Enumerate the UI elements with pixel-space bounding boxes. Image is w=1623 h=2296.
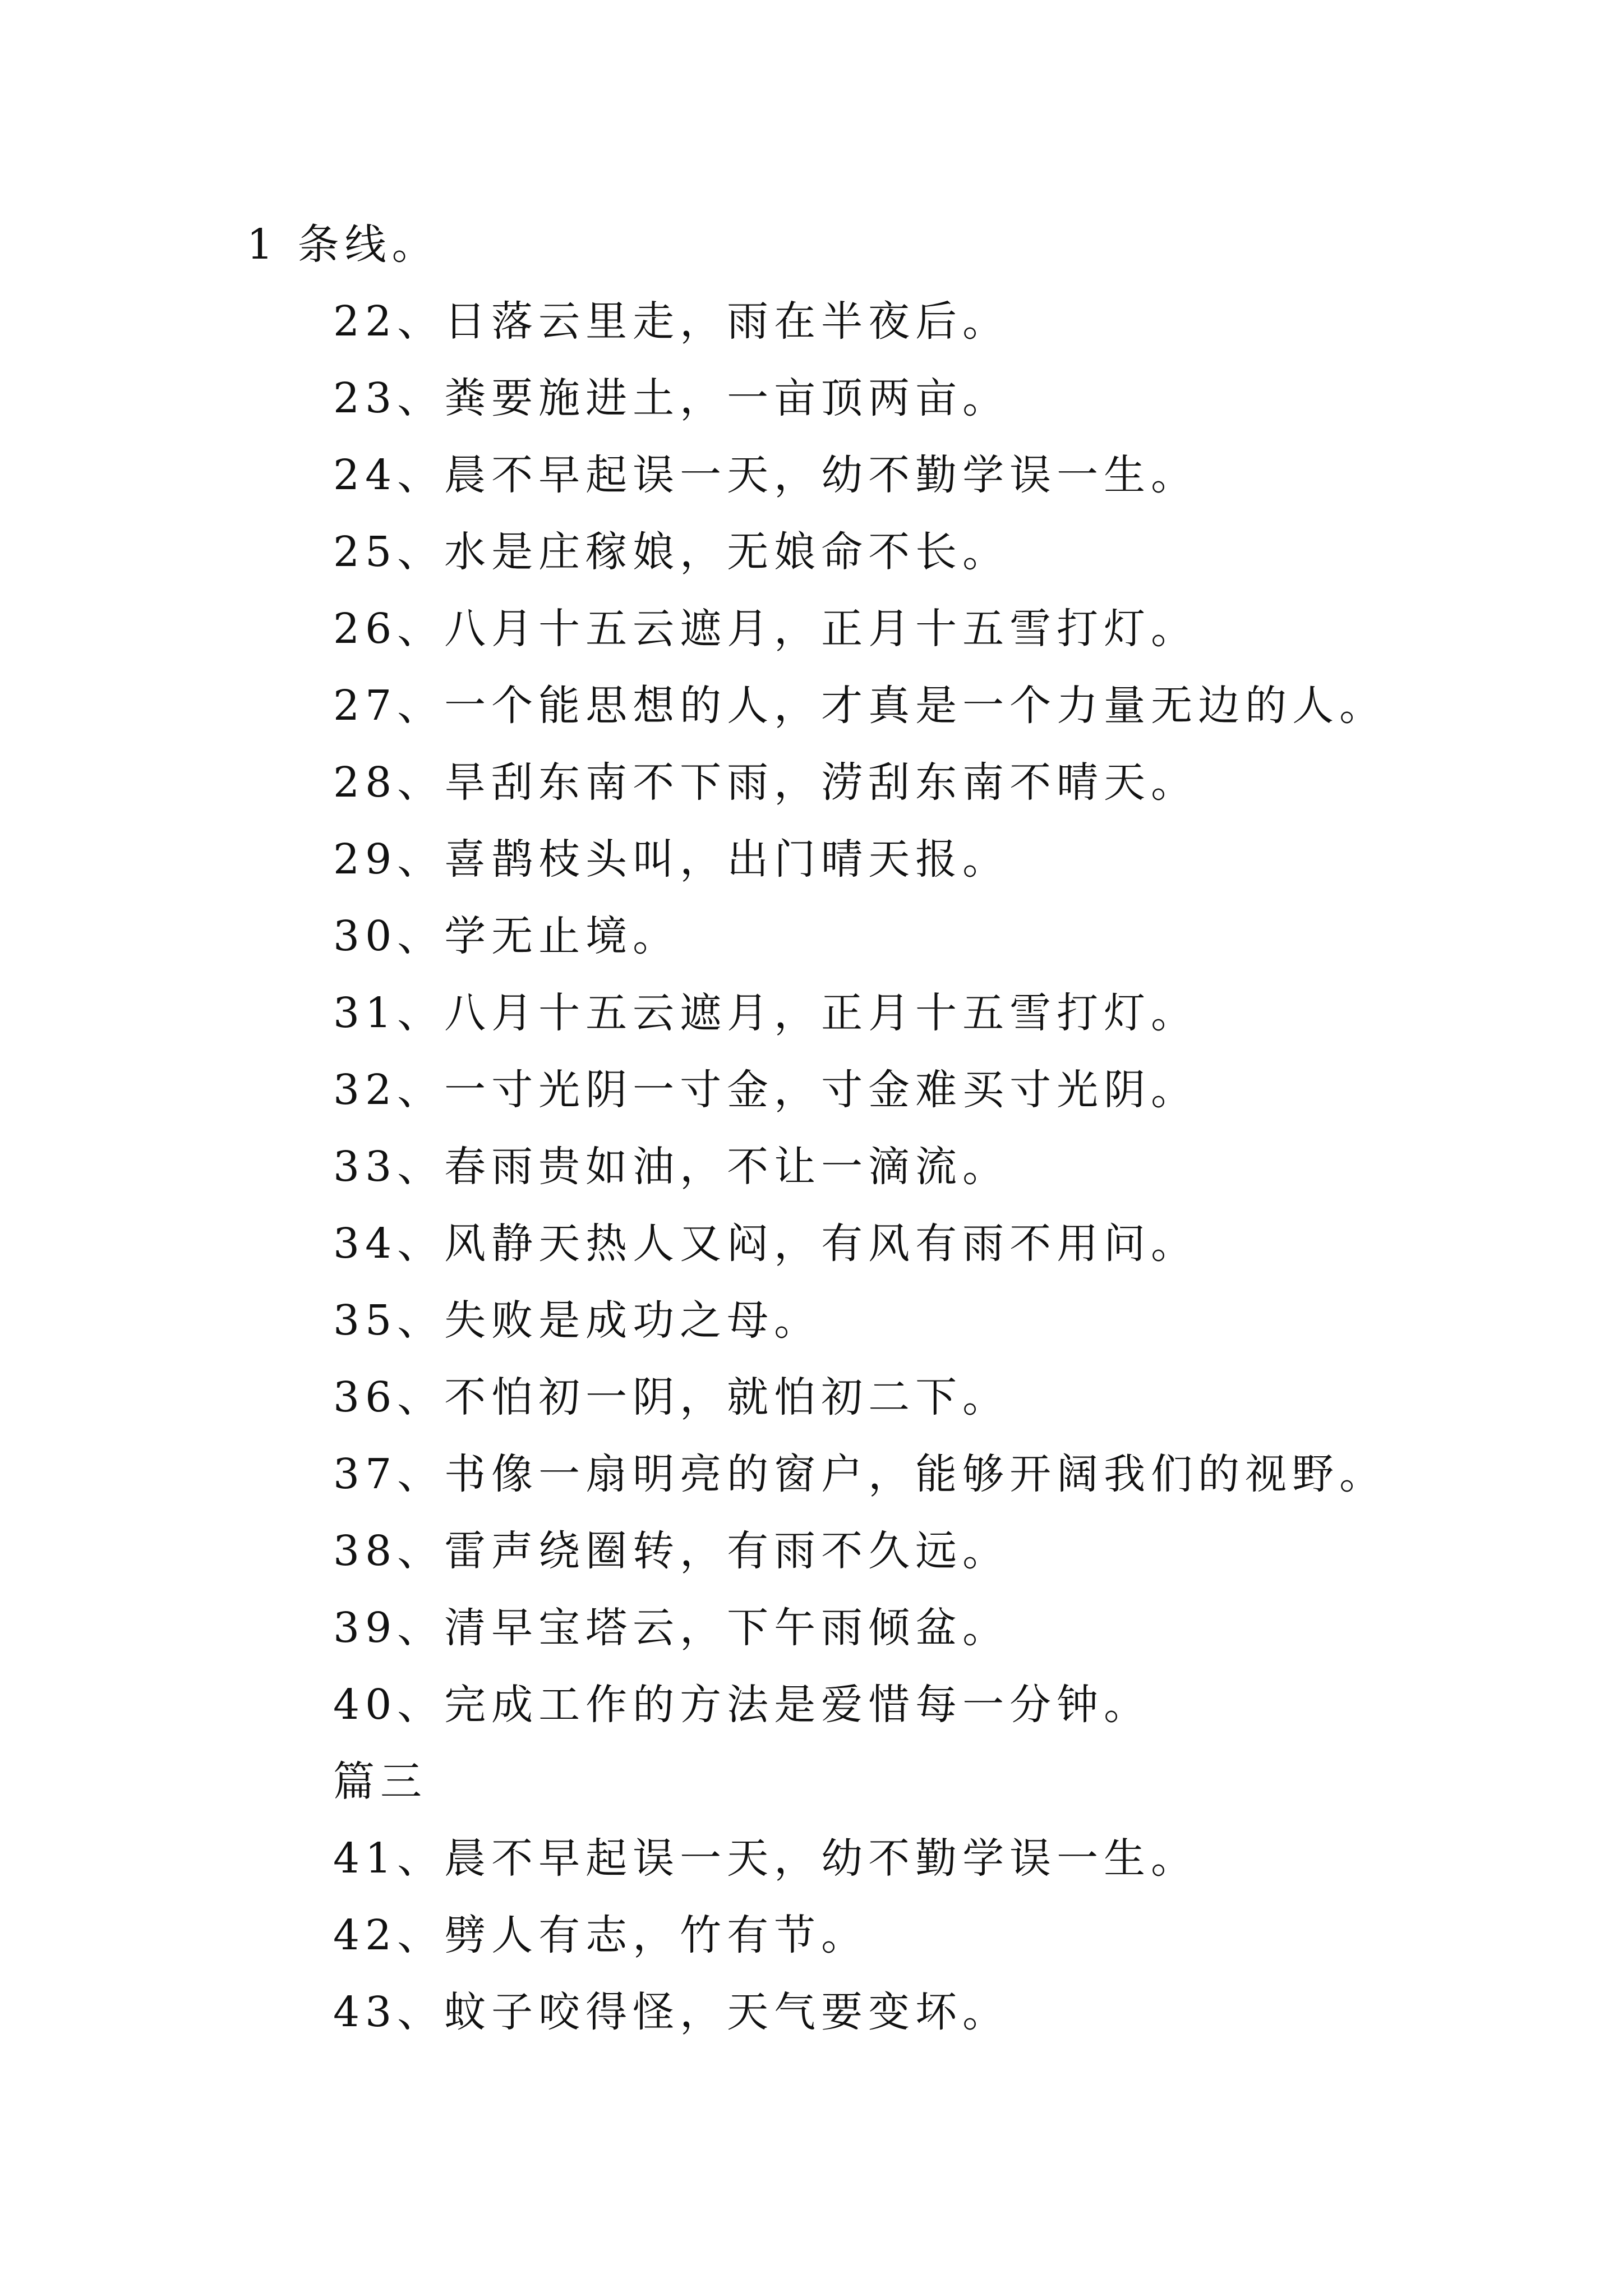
proverb-26: 26、八月十五云遮月，正月十五雪打灯。 [333,605,1198,653]
continuation-line: 1 条线。 [247,220,439,269]
proverb-25: 25、水是庄稼娘，无娘命不长。 [333,528,1010,576]
proverb-32: 32、一寸光阴一寸金，寸金难买寸光阴。 [333,1066,1198,1114]
proverb-24: 24、晨不早起误一天，幼不勤学误一生。 [333,451,1198,499]
proverb-33: 33、春雨贵如油，不让一滴流。 [333,1143,1010,1191]
proverb-28: 28、旱刮东南不下雨，涝刮东南不晴天。 [333,758,1198,807]
proverb-36: 36、不怕初一阴，就怕初二下。 [333,1373,1010,1421]
proverb-34: 34、风静天热人又闷，有风有雨不用问。 [333,1220,1198,1268]
proverb-30: 30、学无止境。 [333,912,680,960]
proverb-40: 40、完成工作的方法是爱惜每一分钟。 [333,1681,1151,1729]
proverb-38: 38、雷声绕圈转，有雨不久远。 [333,1527,1010,1575]
proverb-27: 27、一个能思想的人，才真是一个力量无边的人。 [333,682,1387,730]
proverb-22: 22、日落云里走，雨在半夜后。 [333,297,1010,346]
section-heading: 篇三 [333,1757,427,1806]
proverb-41: 41、晨不早起误一天，幼不勤学误一生。 [333,1834,1198,1883]
proverb-42: 42、劈人有志，竹有节。 [333,1911,869,1959]
proverb-39: 39、清早宝塔云，下午雨倾盆。 [333,1604,1010,1652]
proverb-37: 37、书像一扇明亮的窗户，能够开阔我们的视野。 [333,1450,1387,1498]
proverb-43: 43、蚊子咬得怪，天气要变坏。 [333,1988,1010,2036]
proverb-29: 29、喜鹊枝头叫，出门晴天报。 [333,835,1010,884]
proverb-23: 23、粪要施进土，一亩顶两亩。 [333,374,1010,422]
proverb-31: 31、八月十五云遮月，正月十五雪打灯。 [333,989,1198,1037]
proverb-35: 35、失败是成功之母。 [333,1296,822,1345]
